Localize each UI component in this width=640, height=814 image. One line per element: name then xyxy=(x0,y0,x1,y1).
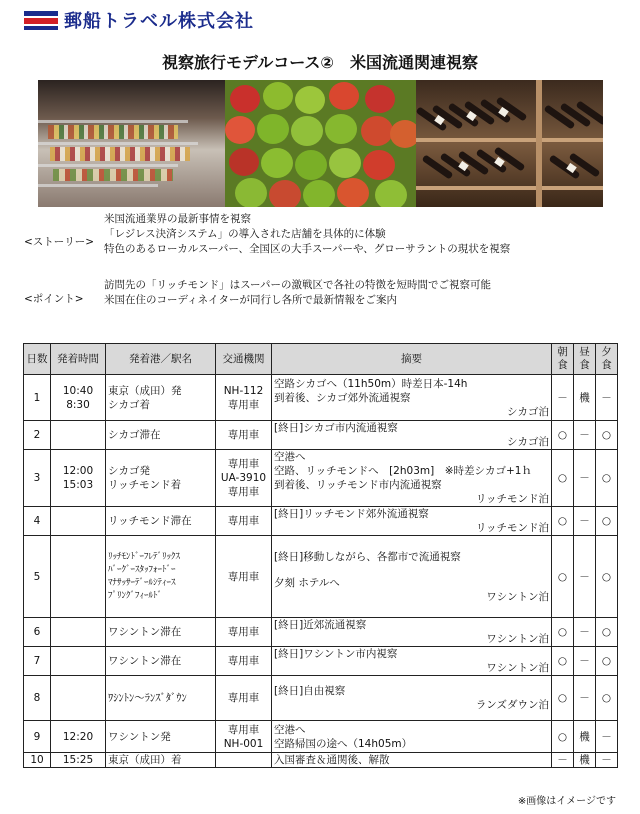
transport-value: 専用車 xyxy=(227,626,260,638)
place-cell xyxy=(106,721,216,753)
day-cell: 10 xyxy=(24,753,51,768)
lunch-cell: － xyxy=(574,421,596,450)
stay-label: シカゴ泊 xyxy=(507,436,549,448)
time-cell xyxy=(51,421,106,450)
breakfast-cell: ○ xyxy=(552,421,574,450)
header-lunch: 昼 食 xyxy=(574,344,596,375)
breakfast-cell: ○ xyxy=(552,536,574,618)
day-cell: 9 xyxy=(24,721,51,753)
story-tag: <ストーリー> xyxy=(24,236,95,248)
dinner-cell: ○ xyxy=(596,450,618,507)
transport-value: 専用車 xyxy=(227,723,260,736)
dinner-cell: ○ xyxy=(596,647,618,676)
lunch-cell: － xyxy=(574,450,596,507)
dinner-cell: ○ xyxy=(596,421,618,450)
dinner-cell: ○ xyxy=(596,536,618,618)
summary-cell xyxy=(272,647,552,676)
dinner-cell: ○ xyxy=(596,618,618,647)
place-cell xyxy=(106,618,216,647)
time-cell xyxy=(51,507,106,536)
time-value: 10:40 xyxy=(62,384,94,397)
place-value: 東京（成田）発 xyxy=(108,384,182,397)
day-cell: 8 xyxy=(24,676,51,721)
summary-cell xyxy=(272,721,552,753)
transport-value: 専用車 xyxy=(227,570,260,583)
place-cell xyxy=(106,676,216,721)
lunch-cell: － xyxy=(574,647,596,676)
place-value: ワシントン発 xyxy=(108,730,171,743)
breakfast-cell: ○ xyxy=(552,647,574,676)
breakfast-cell: ○ xyxy=(552,450,574,507)
summary-cell xyxy=(272,421,552,450)
time-cell xyxy=(51,647,106,676)
page-title: 視察旅行モデルコース② 米国流通関連視察 xyxy=(162,53,478,72)
header-dinner: 夕 食 xyxy=(596,344,618,375)
time-value: 12:00 xyxy=(62,465,94,477)
header-summary: 摘要 xyxy=(272,344,552,375)
transport-value: 専用車 xyxy=(227,692,260,704)
transport-cell xyxy=(216,618,272,647)
lunch-cell: － xyxy=(574,676,596,721)
place-value: リッチモンド着 xyxy=(108,479,182,491)
summary-line: 空港へ xyxy=(274,451,306,463)
transport-cell xyxy=(216,507,272,536)
transport-cell xyxy=(216,421,272,450)
dinner-cell: － xyxy=(596,753,618,768)
photo-banner xyxy=(38,80,603,207)
summary-cell xyxy=(272,507,552,536)
lunch-cell: － xyxy=(574,536,596,618)
table-row xyxy=(24,421,618,450)
breakfast-cell: ○ xyxy=(552,676,574,721)
table-row xyxy=(24,721,618,753)
time-cell xyxy=(51,676,106,721)
point-text xyxy=(104,278,491,308)
story-text xyxy=(104,212,510,257)
place-value: ﾘｯﾁﾓﾝﾄﾞｰﾌﾚﾃﾞﾘｯｸｽ xyxy=(108,551,181,562)
time-value: 8:30 xyxy=(66,398,90,411)
transport-value: NH-001 xyxy=(223,737,264,750)
time-cell xyxy=(51,753,106,768)
transport-value: NH-112 xyxy=(223,384,264,397)
summary-line: 空路帰国の途へ（14h05m） xyxy=(274,737,413,750)
header-place: 発着港／駅名 xyxy=(106,344,216,375)
summary-cell xyxy=(272,676,552,721)
apples-photo xyxy=(225,80,416,207)
place-cell xyxy=(106,753,216,768)
breakfast-cell: － xyxy=(552,753,574,768)
summary-cell xyxy=(272,536,552,618)
day-cell: 2 xyxy=(24,421,51,450)
stay-label: リッチモンド泊 xyxy=(475,493,549,505)
stay-label: ワシントン泊 xyxy=(486,633,549,645)
transport-cell xyxy=(216,375,272,421)
dinner-cell: ○ xyxy=(596,676,618,721)
day-cell: 4 xyxy=(24,507,51,536)
summary-cell xyxy=(272,450,552,507)
stay-label: ワシントン泊 xyxy=(486,590,549,603)
place-cell xyxy=(106,507,216,536)
point-line: 米国在住のコーディネイターが同行し各所で最新情報をご案内 xyxy=(104,294,397,306)
breakfast-cell: － xyxy=(552,375,574,421)
table-row xyxy=(24,676,618,721)
transport-value: 専用車 xyxy=(227,429,260,441)
day-cell: 7 xyxy=(24,647,51,676)
place-cell xyxy=(106,450,216,507)
time-cell xyxy=(51,450,106,507)
place-value: シカゴ着 xyxy=(108,398,150,411)
summary-cell xyxy=(272,375,552,421)
summary-line: 到着後、リッチモンド市内流通視察 xyxy=(274,479,442,491)
place-value: ﾌﾟﾘﾝｸﾞﾌｨｰﾙﾄﾞ xyxy=(108,590,163,601)
story-line: 米国流通業界の最新事情を視察 xyxy=(104,213,251,225)
transport-cell xyxy=(216,647,272,676)
summary-line: 空路シカゴへ（11h50m）時差日本-14h xyxy=(274,377,468,390)
summary-line: [終日]自由視察 xyxy=(274,685,346,697)
place-value: リッチモンド滞在 xyxy=(108,515,192,527)
transport-value: 専用車 xyxy=(227,398,260,411)
itinerary-table xyxy=(23,343,618,768)
lunch-cell: － xyxy=(574,507,596,536)
stay-label: リッチモンド泊 xyxy=(475,522,549,534)
place-value: ワシントン滞在 xyxy=(108,626,182,638)
summary-line: 入国審査＆通関後、解散 xyxy=(274,754,390,766)
supermarket-photo xyxy=(38,80,225,207)
lunch-cell: 機 xyxy=(574,721,596,753)
time-value: 15:03 xyxy=(62,479,94,491)
story-line: 「レジレス決済システム」の導入された店舗を具体的に体験 xyxy=(104,228,386,240)
place-value: ワシントン滞在 xyxy=(108,655,182,667)
table-row xyxy=(24,450,618,507)
time-value: 15:25 xyxy=(62,754,94,766)
summary-cell xyxy=(272,753,552,768)
transport-value: 専用車 xyxy=(227,486,260,498)
place-cell xyxy=(106,421,216,450)
dinner-cell: － xyxy=(596,375,618,421)
stay-label: シカゴ泊 xyxy=(507,405,549,418)
breakfast-cell: ○ xyxy=(552,721,574,753)
time-value: 12:20 xyxy=(62,730,94,743)
breakfast-cell: ○ xyxy=(552,618,574,647)
stay-label: ワシントン泊 xyxy=(486,662,549,674)
table-row xyxy=(24,375,618,421)
table-row xyxy=(24,536,618,618)
table-row xyxy=(24,618,618,647)
dinner-cell: ○ xyxy=(596,507,618,536)
time-cell xyxy=(51,618,106,647)
summary-line: 到着後、シカゴ郊外流通視察 xyxy=(274,391,411,404)
dinner-cell: － xyxy=(596,721,618,753)
story-line: 特色のあるローカルスーパー、全国区の大手スーパーや、グローサラントの現状を視察 xyxy=(104,243,511,255)
table-row xyxy=(24,647,618,676)
time-cell xyxy=(51,536,106,618)
day-cell: 3 xyxy=(24,450,51,507)
summary-cell xyxy=(272,618,552,647)
day-cell: 6 xyxy=(24,618,51,647)
summary-line: 空港へ xyxy=(274,723,306,736)
lunch-cell: 機 xyxy=(574,375,596,421)
transport-value: 専用車 xyxy=(227,515,260,527)
place-value: シカゴ発 xyxy=(108,465,150,477)
transport-cell xyxy=(216,536,272,618)
place-cell xyxy=(106,536,216,618)
transport-cell xyxy=(216,676,272,721)
place-value: ﾊﾞｰｸﾞｰｽﾀｯﾌｫｰﾄﾞｰ xyxy=(108,564,176,575)
time-cell xyxy=(51,375,106,421)
place-cell xyxy=(106,647,216,676)
transport-value: 専用車 xyxy=(227,458,260,470)
header-transport: 交通機関 xyxy=(216,344,272,375)
lunch-cell: 機 xyxy=(574,753,596,768)
point-line: 訪問先の「リッチモンド」はスーパーの激戦区で各社の特徴を短時間でご視察可能 xyxy=(104,279,492,291)
point-tag: <ポイント> xyxy=(24,293,84,305)
table-row xyxy=(24,507,618,536)
stay-label: ランズダウン泊 xyxy=(475,699,549,711)
transport-value: 専用車 xyxy=(227,655,260,667)
transport-value: UA-3910 xyxy=(220,472,267,484)
place-value: ﾜｼﾝﾄﾝ～ﾗﾝｽﾞﾀﾞｳﾝ xyxy=(108,692,187,704)
breakfast-cell: ○ xyxy=(552,507,574,536)
day-cell: 5 xyxy=(24,536,51,618)
summary-line: 夕刻 ホテルへ xyxy=(274,576,340,589)
image-note: ※画像はイメージです xyxy=(517,796,616,807)
company-name: 郵船トラベル株式会社 xyxy=(64,11,254,32)
summary-line: [終日]近郊流通視察 xyxy=(274,619,367,631)
table-header-row xyxy=(24,344,618,375)
summary-line: 空路、リッチモンドへ [2h03m] ※時差シカゴ+1ｈ xyxy=(274,465,532,477)
transport-cell xyxy=(216,721,272,753)
time-cell xyxy=(51,721,106,753)
summary-line: [終日]ワシントン市内視察 xyxy=(274,648,398,660)
day-cell: 1 xyxy=(24,375,51,421)
place-value: シカゴ滞在 xyxy=(108,429,161,441)
transport-cell xyxy=(216,753,272,768)
summary-line: [終日]移動しながら、各都市で流通視察 xyxy=(274,550,461,563)
flag-icon xyxy=(24,9,58,31)
company-logo xyxy=(24,8,254,32)
header-day: 日数 xyxy=(24,344,51,375)
transport-cell xyxy=(216,450,272,507)
summary-line: [終日]シカゴ市内流通視察 xyxy=(274,422,398,434)
place-cell xyxy=(106,375,216,421)
summary-line: [終日]リッチモンド郊外流通視察 xyxy=(274,508,429,520)
header-breakfast: 朝 食 xyxy=(552,344,574,375)
place-value: 東京（成田）着 xyxy=(108,754,182,766)
wine-photo xyxy=(416,80,603,207)
header-time: 発着時間 xyxy=(51,344,106,375)
lunch-cell: － xyxy=(574,618,596,647)
table-row xyxy=(24,753,618,768)
place-value: ﾏﾅｻｯｻｰﾃﾞｰﾙｼﾃｨｰｽ xyxy=(108,577,176,588)
